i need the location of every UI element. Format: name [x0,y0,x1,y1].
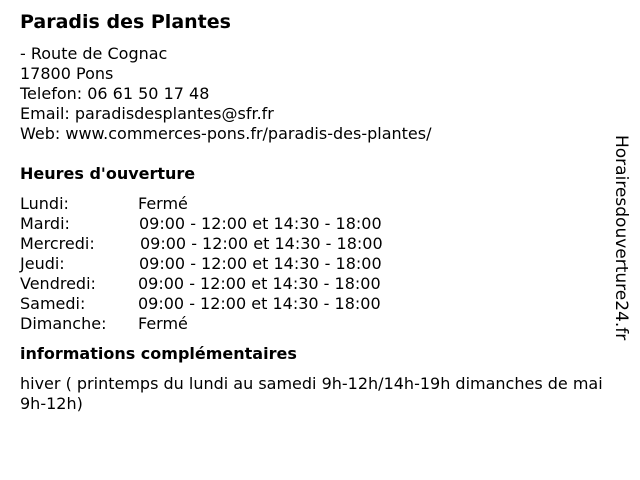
day-hours: 09:00 - 12:00 et 14:30 - 18:00 [138,274,381,293]
hours-table [20,194,620,334]
day-hours: 09:00 - 12:00 et 14:30 - 18:00 [138,294,381,313]
website: Web: www.commerces-pons.fr/paradis-des-plantes/ [20,124,432,143]
email: Email: paradisdesplantes@sfr.fr [20,104,274,123]
day-label: Mercredi: [20,234,95,253]
street-address: - Route de Cognac [20,44,168,63]
day-label: Lundi: [20,194,69,213]
address-block [20,44,620,144]
phone: Telefon: 06 61 50 17 48 [20,84,210,103]
hours-row-vendredi [20,274,620,294]
site-watermark: Horairesdouverture24.fr [611,135,631,341]
hours-row-samedi [20,294,620,314]
day-hours: Fermé [138,194,188,213]
day-hours: Fermé [138,314,188,333]
day-label: Dimanche: [20,314,107,333]
day-label: Mardi: [20,214,70,233]
hours-row-lundi [20,194,620,214]
business-name: Paradis des Plantes [20,11,231,33]
info-text: hiver ( printemps du lundi au samedi 9h-12h/14h-19h dimanches de mai 9h-12h) [20,374,603,413]
day-label: Samedi: [20,294,86,313]
hours-row-mardi [20,214,620,234]
hours-heading: Heures d'ouverture [20,164,196,183]
hours-row-dimanche [20,314,620,334]
day-hours: 09:00 - 12:00 et 14:30 - 18:00 [139,214,382,233]
hours-row-mercredi [20,234,620,254]
day-label: Vendredi: [20,274,96,293]
day-label: Jeudi: [20,254,65,273]
hours-row-jeudi [20,254,620,274]
business-card [20,10,620,414]
city: 17800 Pons [20,64,114,83]
day-hours: 09:00 - 12:00 et 14:30 - 18:00 [139,254,382,273]
info-heading: informations complémentaires [20,344,297,363]
day-hours: 09:00 - 12:00 et 14:30 - 18:00 [140,234,383,253]
